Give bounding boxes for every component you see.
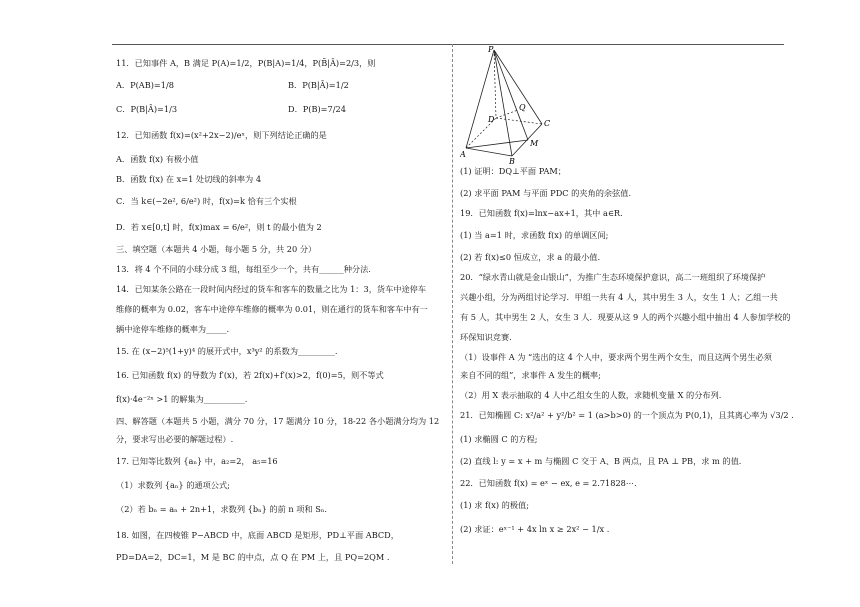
left-text-line: （1）求数列 {aₙ} 的通项公式;: [116, 480, 230, 490]
left-text-line: D．P(B)=7/24: [288, 104, 346, 114]
label-D: D: [488, 115, 495, 124]
edge-AB: [466, 148, 512, 156]
edge-AM: [466, 140, 528, 148]
right-text-line: 有 5 人，其中男生 2 人，女生 3 人．现要从这 9 人的两个兴趣小组中抽出 4 人参加学校的: [460, 312, 791, 322]
edge-DQ: [496, 110, 518, 118]
left-text-line: （2）若 bₙ = aₙ + 2n+1，求数列 {bₙ} 的前 n 项和 Sₙ.: [116, 504, 328, 514]
right-text-line: 19．已知函数 f(x)=lnx−ax+1，其中 a∈R.: [460, 208, 623, 218]
column-divider: [452, 44, 453, 564]
left-text-line: B．函数 f(x) 在 x=1 处切线的斜率为 4: [116, 174, 262, 184]
left-text-line: 15. 在 (x−2)⁵(1+y)⁴ 的展开式中，x³y² 的系数为_________.: [116, 346, 338, 356]
left-text-line: C．当 k∈(−2e², 6/e²) 时，f(x)=k 恰有三个实根: [116, 196, 297, 206]
left-text-line: 分，要求写出必要的解题过程）.: [116, 434, 234, 444]
left-text-line: 16. 已知函数 f(x) 的导数为 f′(x)，若 2f(x)+f′(x)>2，f(0)=5，则不等式: [116, 370, 384, 380]
right-text-line: (2) 直线 l: y = x + m 与椭圆 C 交于 A、B 两点，且 PA ⊥ PB，求 m 的值.: [460, 456, 742, 466]
right-text-line: (1) 证明：DQ⊥平面 PAM；: [460, 166, 566, 176]
right-text-line: 环保知识竞赛.: [460, 332, 512, 342]
label-M: M: [530, 139, 539, 148]
right-text-line: (2) 若 f(x)≤0 恒成立，求 a 的最小值.: [460, 252, 601, 262]
left-text-line: 14．已知某条公路在一段时间内经过的货车和客车的数量之比为 1：3，货车中途停车: [116, 284, 427, 294]
left-text-line: 维修的概率为 0.02，客车中途停车维修的概率为 0.01，则在通行的货车和客车中有一: [116, 304, 428, 314]
left-text-line: 三、填空题（本题共 4 小题，每小题 5 分，共 20 分）: [116, 244, 317, 254]
left-text-line: A．P(AB)=1/8: [116, 80, 174, 90]
right-text-line: 22．已知函数 f(x) = eˣ − ex, e = 2.71828⋯.: [460, 478, 637, 488]
left-text-line: 17. 已知等比数列 {aₙ} 中，a₂=2， a₅=16: [116, 456, 278, 466]
edge-PA: [466, 50, 494, 148]
left-text-line: 四、解答题（本题共 5 小题，满分 70 分，17 题满分 10 分，18-22 各小题满分均为 12: [116, 416, 440, 426]
right-text-line: 兴趣小组，分为两组讨论学习．甲组一共有 4 人，其中男生 3 人，女生 1 人；乙组一共: [460, 292, 778, 302]
left-text-line: PD=DA=2，DC=1，M 是 BC 的中点，点 Q 在 PM 上，且 PQ=2QM .: [116, 552, 390, 562]
label-A: A: [460, 150, 466, 159]
left-text-line: 13．将 4 个不同的小球分成 3 组，每组至少一个，共有______种分法.: [116, 264, 371, 274]
right-text-line: （1）设事件 A 为 “选出的这 4 个人中，要求两个男生两个女生，而且这两个男生必须: [460, 352, 772, 362]
left-text-line: f(x)·4e⁻²ˣ >1 的解集为__________.: [116, 394, 248, 404]
label-C: C: [544, 119, 551, 128]
label-P: P: [488, 45, 494, 54]
edge-DC: [496, 118, 542, 124]
left-text-line: 18. 如图，在四棱锥 P−ABCD 中，底面 ABCD 是矩形，PD⊥平面 ABCD，: [116, 530, 399, 540]
right-text-line: (1) 求椭圆 C 的方程;: [460, 434, 538, 444]
edge-PB: [494, 50, 512, 156]
left-text-line: D．若 x∈[0,t] 时，f(x)max = 6/e²，则 t 的最小值为 2: [116, 222, 322, 232]
right-text-line: (2) 求证：eˣ⁻¹ + 4x ln x ≥ 2x² − 1/x .: [460, 524, 610, 534]
label-B: B: [509, 157, 515, 164]
left-text-line: C．P(B|Ā)=1/3: [116, 104, 178, 114]
right-text-line: 21．已知椭圆 C: x²/a² + y²/b² = 1 (a>b>0) 的一个顶点为 P(0,1)，且其离心率为 √3/2 .: [460, 410, 794, 420]
right-text-line: (1) 求 f(x) 的极值;: [460, 500, 529, 510]
left-text-line: 11．已知事件 A，B 满足 P(A)=1/2，P(B|A)=1/4，P(B̄|Ā)=2/3，则: [116, 58, 376, 68]
left-text-line: B．P(B|Ā)=1/2: [288, 80, 349, 90]
right-text-line: (2) 求平面 PAM 与平面 PDC 的夹角的余弦值.: [460, 188, 632, 198]
header-rule: [112, 44, 784, 45]
left-text-line: 辆中途停车维修的概率为_____.: [116, 324, 230, 334]
right-text-line: 20．“绿水青山就是金山银山”，为推广生态环境保护意识，高二一班组织了环境保护: [460, 272, 766, 282]
right-text-line: 来自不同的组”，求事件 A 发生的概率;: [460, 370, 601, 380]
pyramid-figure: [460, 44, 590, 164]
right-text-line: （2）用 X 表示抽取的 4 人中乙组女生的人数，求随机变量 X 的分布列.: [460, 390, 722, 400]
left-text-line: 12．已知函数 f(x)=(x²+2x−2)/eˣ，则下列结论正确的是: [116, 130, 327, 140]
left-text-line: A．函数 f(x) 有极小值: [116, 154, 199, 164]
right-text-line: (1) 当 a=1 时，求函数 f(x) 的单调区间;: [460, 230, 609, 240]
label-Q: Q: [519, 103, 526, 112]
